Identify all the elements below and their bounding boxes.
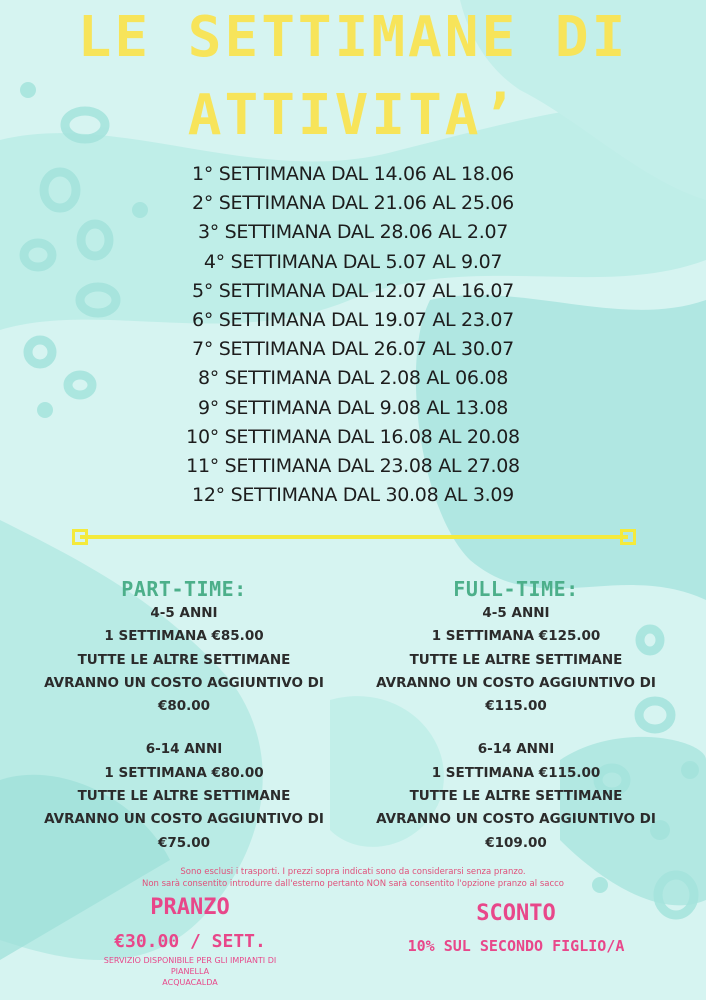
part-time-first-week-price: 1 SETTIMANA €85.00 bbox=[104, 628, 264, 645]
full-time-other-weeks-text: TUTTE LE ALTRE SETTIMANE bbox=[409, 788, 623, 805]
note-packed-lunch: Non sarà consentito introdurre dall'esterno pertanto NON sarà consentito l'opzione pranzo al sacco bbox=[141, 879, 565, 889]
page-title-line1: LE SETTIMANE DI bbox=[77, 5, 629, 70]
part-time-other-weeks-text: TUTTE LE ALTRE SETTIMANE bbox=[77, 788, 291, 805]
part-time-other-weeks-text: AVRANNO UN COSTO AGGIUNTIVO DI bbox=[44, 811, 324, 828]
part-time-section bbox=[44, 576, 324, 855]
week-item: 6° SETTIMANA DAL 19.07 AL 23.07 bbox=[192, 308, 514, 331]
sconto-title: SCONTO bbox=[476, 901, 556, 926]
full-time-additional-price: €115.00 bbox=[485, 698, 547, 715]
divider-square-left bbox=[72, 529, 88, 545]
pranzo-price: €30.00 / SETT. bbox=[114, 931, 266, 952]
week-item: 8° SETTIMANA DAL 2.08 AL 06.08 bbox=[197, 367, 509, 390]
week-item: 2° SETTIMANA DAL 21.06 AL 25.06 bbox=[192, 192, 514, 215]
part-time-title: PART-TIME: bbox=[121, 577, 247, 601]
full-time-other-weeks-text: AVRANNO UN COSTO AGGIUNTIVO DI bbox=[376, 674, 656, 691]
pranzo-location: ACQUACALDA bbox=[162, 978, 218, 987]
full-time-first-week-price: 1 SETTIMANA €125.00 bbox=[431, 628, 601, 645]
week-item: 7° SETTIMANA DAL 26.07 AL 30.07 bbox=[192, 338, 514, 361]
full-time-first-week-price: 1 SETTIMANA €115.00 bbox=[431, 764, 601, 781]
full-time-age-group: 6-14 ANNI bbox=[477, 741, 555, 758]
week-item: 12° SETTIMANA DAL 30.08 AL 3.09 bbox=[192, 484, 514, 507]
sconto-text: 10% SUL SECONDO FIGLIO/A bbox=[407, 937, 625, 955]
week-item: 1° SETTIMANA DAL 14.06 AL 18.06 bbox=[192, 163, 514, 185]
week-item: 5° SETTIMANA DAL 12.07 AL 16.07 bbox=[192, 279, 514, 302]
weeks-list bbox=[0, 160, 706, 510]
divider-square-right bbox=[620, 529, 636, 545]
full-time-other-weeks-text: TUTTE LE ALTRE SETTIMANE bbox=[409, 651, 623, 668]
part-time-age-group: 4-5 ANNI bbox=[150, 605, 218, 621]
week-item: 4° SETTIMANA DAL 5.07 AL 9.07 bbox=[203, 250, 503, 273]
part-time-first-week-price: 1 SETTIMANA €80.00 bbox=[104, 764, 264, 781]
week-item: 10° SETTIMANA DAL 16.08 AL 20.08 bbox=[186, 425, 520, 448]
full-time-section bbox=[376, 576, 656, 855]
full-time-age-group: 4-5 ANNI bbox=[482, 605, 550, 621]
full-time-other-weeks-text: AVRANNO UN COSTO AGGIUNTIVO DI bbox=[376, 811, 656, 828]
divider bbox=[72, 528, 636, 546]
week-item: 9° SETTIMANA DAL 9.08 AL 13.08 bbox=[197, 396, 509, 419]
part-time-other-weeks-text: AVRANNO UN COSTO AGGIUNTIVO DI bbox=[44, 674, 324, 691]
page-title-line2: ATTIVITA’ bbox=[187, 83, 519, 148]
part-time-other-weeks-text: TUTTE LE ALTRE SETTIMANE bbox=[77, 651, 291, 668]
note-transport: Sono esclusi i trasporti. I prezzi sopra indicati sono da considerarsi senza pranzo. bbox=[180, 867, 526, 877]
part-time-additional-price: €80.00 bbox=[157, 698, 211, 715]
pranzo-title: PRANZO bbox=[150, 895, 230, 920]
pranzo-location: PIANELLA bbox=[170, 967, 210, 976]
full-time-additional-price: €109.00 bbox=[485, 834, 547, 851]
part-time-age-group: 6-14 ANNI bbox=[145, 741, 223, 758]
divider-line bbox=[80, 535, 628, 539]
week-item: 3° SETTIMANA DAL 28.06 AL 2.07 bbox=[197, 221, 509, 244]
full-time-title: FULL-TIME: bbox=[453, 577, 579, 601]
pranzo-service-note: SERVIZIO DISPONIBILE PER GLI IMPIANTI DI bbox=[103, 956, 277, 965]
part-time-additional-price: €75.00 bbox=[157, 834, 211, 851]
week-item: 11° SETTIMANA DAL 23.08 AL 27.08 bbox=[186, 454, 520, 477]
